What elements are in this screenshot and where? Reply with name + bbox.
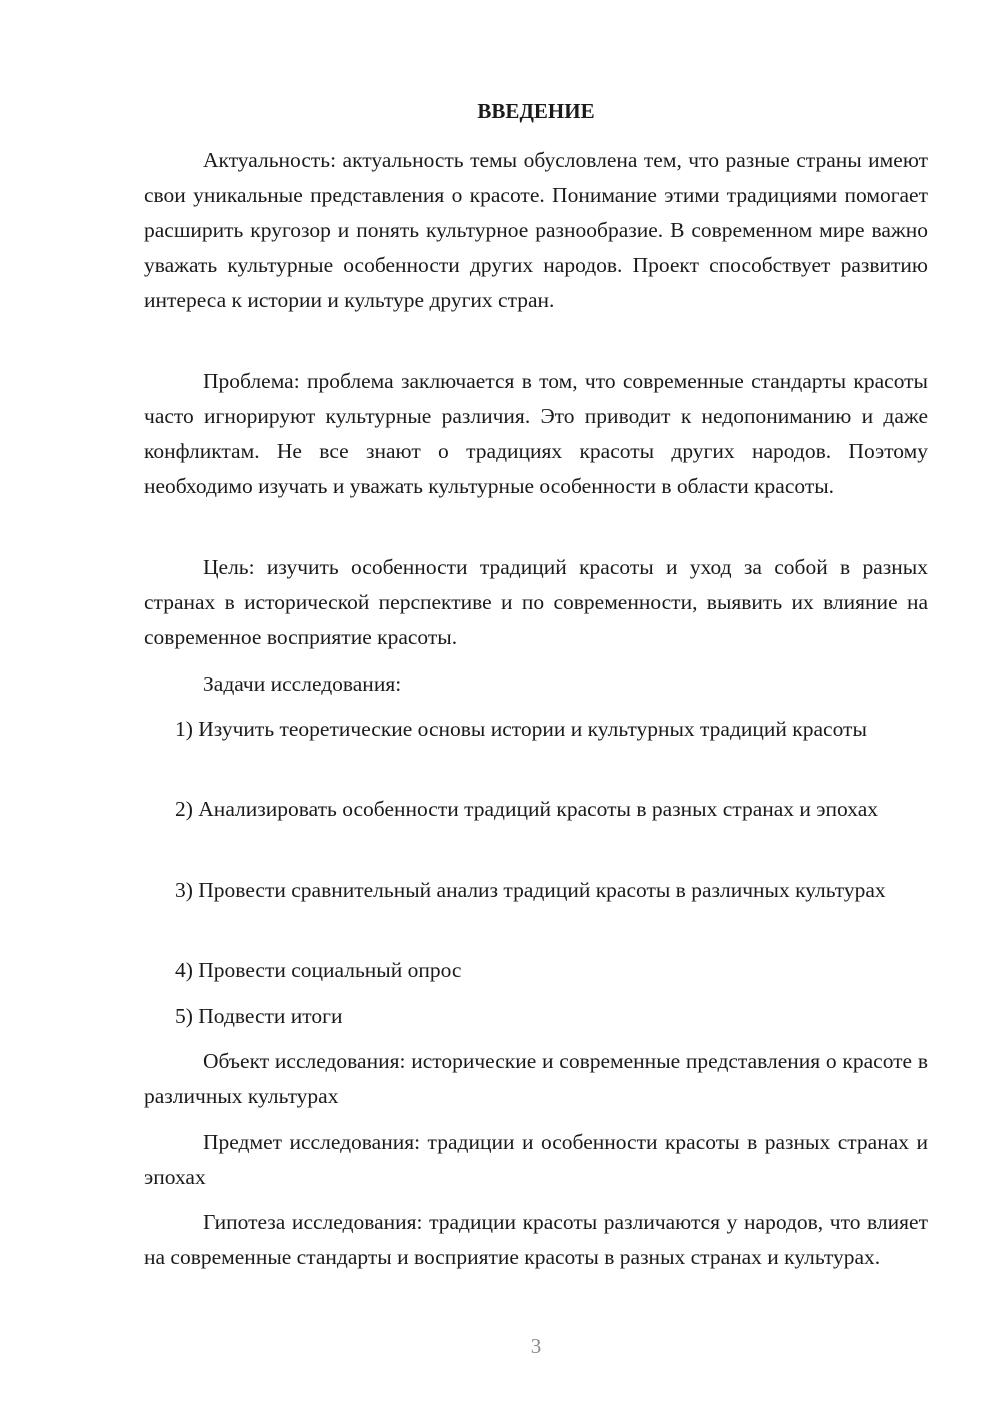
task-item-3: 3) Провести сравнительный анализ традиций красоты в различных культурах: [175, 878, 886, 902]
goal-paragraph: Цель: изучить особенности традиций красоты и уход за собой в разных странах в исторической перспективе и по современности, выявить их влияние на современное восприятие красоты.: [144, 555, 928, 649]
tasks-heading: Задачи исследования:: [203, 672, 402, 696]
hypothesis-paragraph: Гипотеза исследования: традиции красоты различаются у народов, что влияет на современные стандарты и восприятие красоты в разных странах и культурах.: [144, 1210, 928, 1269]
task-item-5: 5) Подвести итоги: [175, 1004, 343, 1028]
document-page: [144, 0, 928, 1414]
subject-paragraph: Предмет исследования: традиции и особенности красоты в разных странах и эпохах: [144, 1130, 928, 1189]
object-paragraph: Объект исследования: исторические и современные представления о красоте в различных культурах: [144, 1049, 928, 1108]
relevance-paragraph: Актуальность: актуальность темы обусловлена тем, что разные страны имеют свои уникальные представления о красоте. Понимание этими традициями помогает расширить кругозор и понять культурное разнообразие. В современном мире важно уважать культурные особенности других народов. Проект способствует развитию интереса к истории и культуре других стран.: [144, 148, 928, 312]
page-number: 3: [530, 1334, 542, 1358]
task-item-2: 2) Анализировать особенности традиций красоты в разных странах и эпохах: [175, 797, 879, 821]
task-item-1: 1) Изучить теоретические основы истории и культурных традиций красоты: [175, 717, 867, 741]
task-item-4: 4) Провести социальный опрос: [175, 958, 462, 982]
page-title: ВВЕДЕНИЕ: [477, 99, 595, 123]
problem-paragraph: Проблема: проблема заключается в том, что современные стандарты красоты часто игнорируют культурные различия. Это приводит к недопониманию и даже конфликтам. Не все знают о традициях красоты других народов. Поэтому необходимо изучать и уважать культурные особенности в области красоты.: [144, 369, 928, 498]
